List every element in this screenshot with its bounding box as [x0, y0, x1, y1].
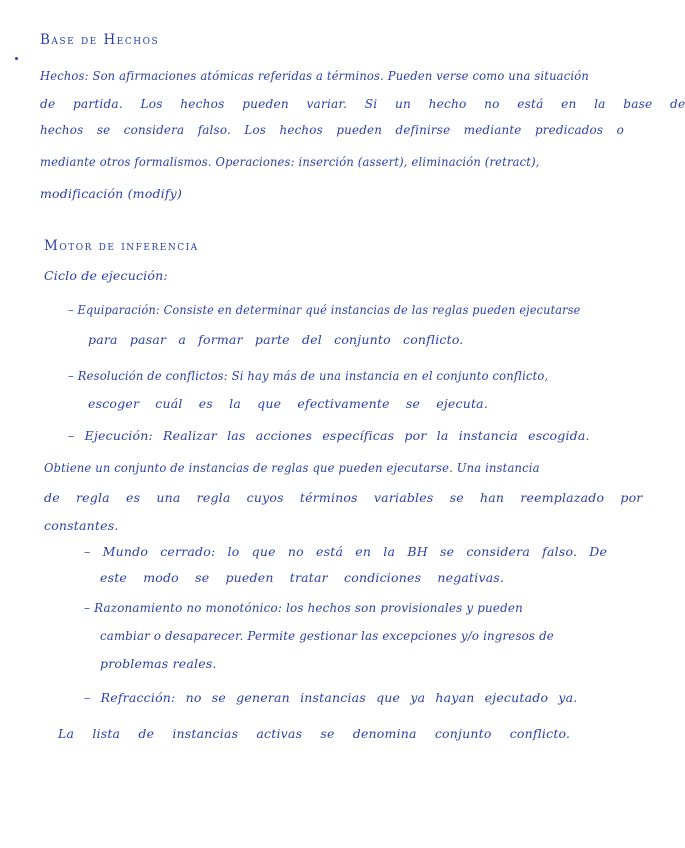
- sub-bullet-continuation: problemas reales.: [100, 656, 217, 671]
- paragraph-line: constantes.: [44, 518, 119, 533]
- sub-bullet-continuation: este modo se pueden tratar condiciones negativas.: [100, 570, 505, 585]
- text-line: modificación (modify): [40, 186, 183, 201]
- text-line: de partida. Los hechos pueden variar. Si un hecho no está en la base de: [40, 96, 685, 111]
- paragraph-line: de regla es una regla cuyos términos variables se han reemplazado por: [44, 490, 643, 505]
- bullet-resolucion: – Resolución de conflictos: Si hay más de una instancia en el conjunto conflicto,: [68, 368, 549, 383]
- section-title-base-de-hechos: Base de Hechos: [40, 32, 160, 48]
- bullet-equiparacion: – Equiparación: Consiste en determinar qué instancias de las reglas pueden ejecutarse: [68, 302, 581, 317]
- text-line: mediante otros formalismos. Operaciones: inserción (assert), eliminación (retract),: [40, 154, 540, 169]
- margin-dot: [15, 57, 18, 60]
- paragraph-line: Obtiene un conjunto de instancias de reglas que pueden ejecutarse. Una instancia: [44, 460, 540, 475]
- text-line: Hechos: Son afirmaciones atómicas referidas a términos. Pueden verse como una situación: [40, 68, 589, 83]
- sub-bullet-continuation: cambiar o desaparecer. Permite gestionar las excepciones y/o ingresos de: [100, 628, 554, 643]
- text-line: hechos se considera falso. Los hechos pueden definirse mediante predicados o: [40, 122, 624, 137]
- bullet-continuation: para pasar a formar parte del conjunto conflicto.: [88, 332, 464, 347]
- bullet-continuation: escoger cuál es la que efectivamente se ejecuta.: [88, 396, 489, 411]
- bullet-ejecucion: – Ejecución: Realizar las acciones específicas por la instancia escogida.: [68, 428, 590, 443]
- sub-bullet-razonamiento: – Razonamiento no monotónico: los hechos son provisionales y pueden: [84, 600, 523, 615]
- subsection-title-ciclo: Ciclo de ejecución:: [44, 268, 168, 283]
- sub-bullet-refraccion: – Refracción: no se generan instancias que ya hayan ejecutado ya.: [84, 690, 578, 705]
- sub-bullet-mundo-cerrado: – Mundo cerrado: lo que no está en la BH se considera falso. De: [84, 544, 608, 559]
- closing-line: La lista de instancias activas se denomina conjunto conflicto.: [58, 726, 571, 741]
- section-title-motor-de-inferencia: Motor de inferencia: [44, 238, 199, 254]
